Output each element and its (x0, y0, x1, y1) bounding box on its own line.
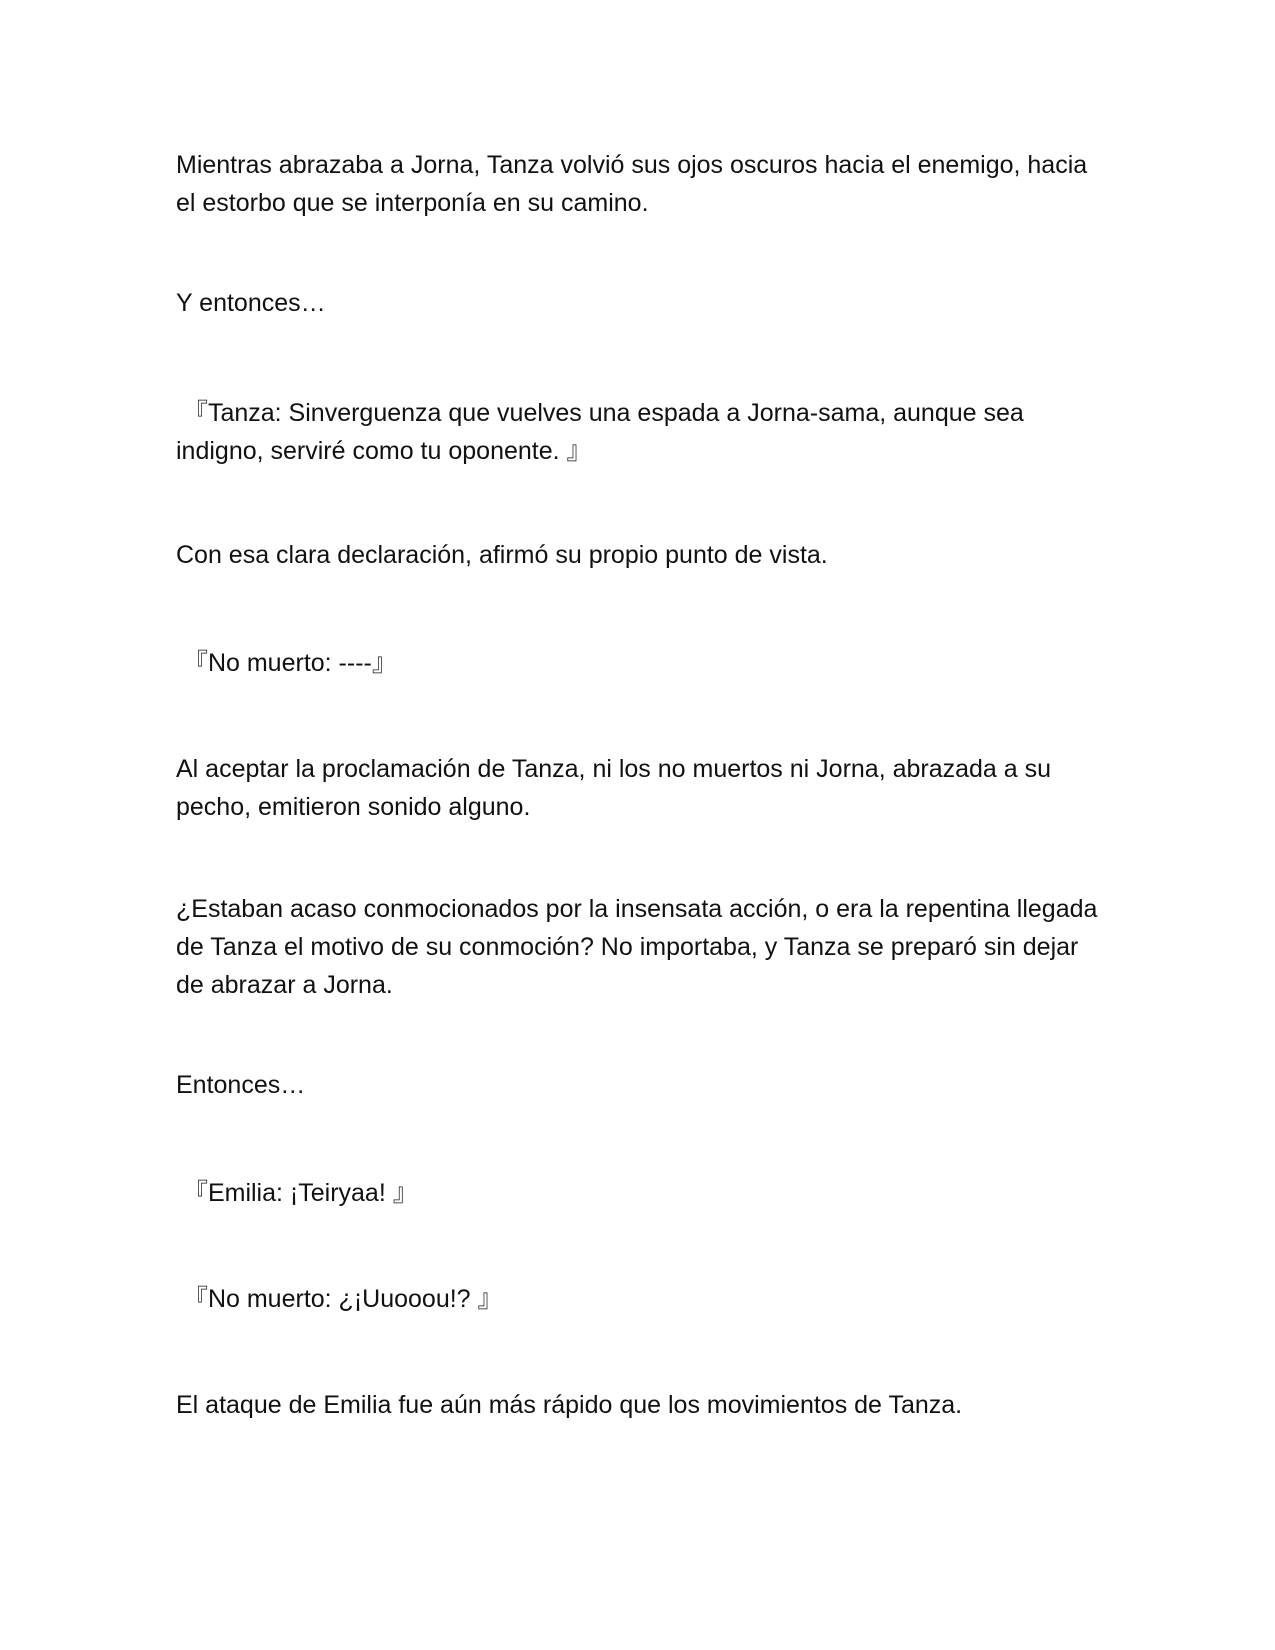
paragraph-conmocion: ¿Estaban acaso conmocionados por la insensata acción, o era la repentina llegada de Tanza el motivo de su conmoción? No importaba, y Tanza se preparó sin dejar de abrazar a Jorna. (176, 895, 1098, 999)
dialogue-emilia: 『Emilia: ¡Teiryaa! 』 (176, 1179, 418, 1207)
paragraph-ataque-emilia: El ataque de Emilia fue aún más rápido que los movimientos de Tanza. (176, 1391, 963, 1419)
paragraph-declaracion: Con esa clara declaración, afirmó su propio punto de vista. (176, 541, 828, 569)
paragraph-entonces: Entonces… (176, 1071, 306, 1099)
paragraph-tanza-gaze: Mientras abrazaba a Jorna, Tanza volvió sus ojos oscuros hacia el enemigo, hacia el estorbo que se interponía en su camino. (176, 151, 1088, 217)
dialogue-tanza: 『Tanza: Sinverguenza que vuelves una espada a Jorna-sama, aunque sea indigno, serviré como tu oponente. 』 (176, 399, 1031, 465)
dialogue-no-muerto-2: 『No muerto: ¿¡Uuooou!? 』 (176, 1285, 503, 1313)
dialogue-no-muerto-1: 『No muerto: ----』 (176, 649, 397, 677)
paragraph-y-entonces: Y entonces… (176, 289, 326, 317)
paragraph-proclamacion: Al aceptar la proclamación de Tanza, ni los no muertos ni Jorna, abrazada a su pecho, emitieron sonido alguno. (176, 755, 1052, 821)
